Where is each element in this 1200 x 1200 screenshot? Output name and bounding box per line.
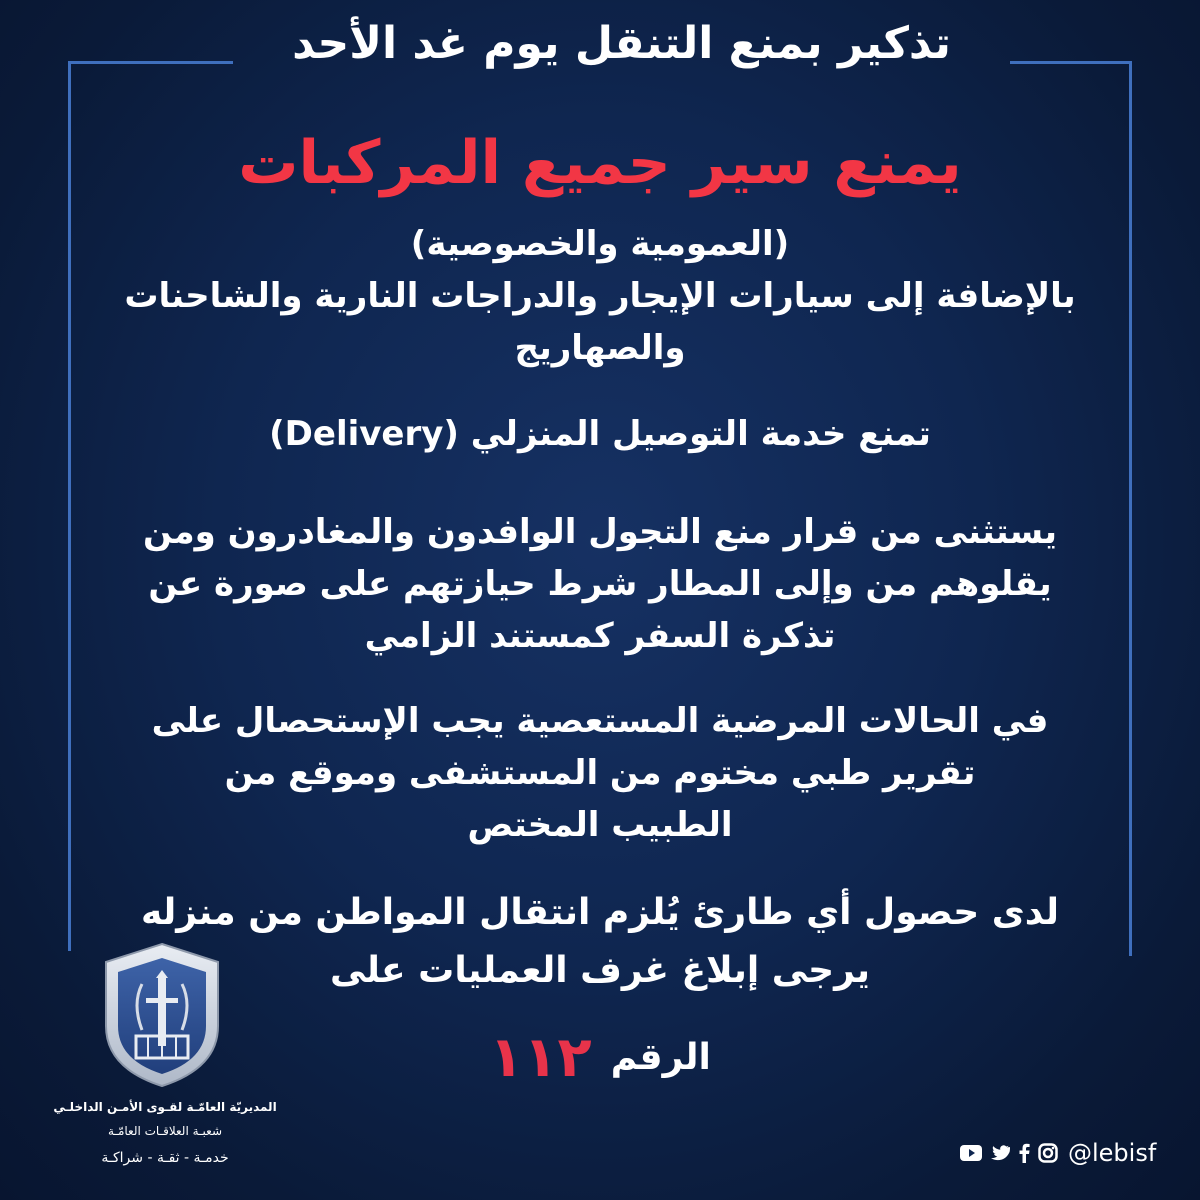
frame-left-line (68, 61, 71, 951)
frame-right-line (1129, 61, 1132, 956)
twitter-icon[interactable] (990, 1144, 1010, 1162)
number-label: الرقم (610, 1037, 711, 1078)
delivery-block (100, 408, 1100, 460)
instagram-icon[interactable] (1038, 1143, 1058, 1163)
organization-department: شعبـة العلاقـات العامّـة (108, 1124, 222, 1138)
emergency-block (100, 884, 1100, 1000)
social-bar (960, 1136, 1156, 1170)
vehicles-line-2: بالإضافة إلى سيارات الإيجار والدراجات النارية والشاحنات (124, 276, 1076, 316)
exception-line-2: يقلوهم من وإلى المطار شرط حيازتهم على صورة عن (148, 564, 1052, 604)
medical-line-2: تقرير طبي مختوم من المستشفى وموقع من (224, 753, 976, 793)
organization-name: المديريّة العامّـة لقـوى الأمـن الداخلـي (53, 1100, 277, 1114)
emergency-line-1: لدى حصول أي طارئ يُلزم انتقال المواطن من منزله (140, 892, 1060, 933)
exception-block (100, 506, 1100, 662)
youtube-icon[interactable] (960, 1145, 982, 1161)
exception-line-3: تذكرة السفر كمستند الزامي (364, 616, 836, 656)
header-title: تذكير بمنع التنقل يوم غد الأحد (292, 18, 951, 69)
medical-line-1: في الحالات المرضية المستعصية يجب الإستحصال على (151, 701, 1049, 741)
vehicles-line-3: والصهاريج (514, 328, 686, 368)
vehicles-block (100, 218, 1100, 374)
isf-logo (98, 940, 226, 1090)
vehicles-line-1: (العمومية والخصوصية) (410, 224, 790, 264)
headline: يمنع سير جميع المركبات (238, 128, 962, 198)
facebook-icon[interactable] (1018, 1143, 1030, 1163)
hotline-number: ١١٢ (489, 1025, 592, 1090)
delivery-line: تمنع خدمة التوصيل المنزلي (Delivery) (269, 414, 931, 454)
emergency-line-2: يرجى إبلاغ غرف العمليات على (329, 950, 871, 991)
frame-top-right-line (1010, 61, 1132, 64)
hotline-number-row (400, 1025, 800, 1095)
frame-top-left-line (68, 61, 233, 64)
medical-block (100, 695, 1100, 851)
organization-motto: خدمـة - ثقـة - شراكـة (101, 1150, 229, 1166)
exception-line-1: يستثنى من قرار منع التجول الوافدون والمغادرون ومن (142, 512, 1058, 552)
social-handle[interactable]: @lebisf (1068, 1139, 1157, 1167)
medical-line-3: الطبيب المختص (467, 805, 733, 845)
